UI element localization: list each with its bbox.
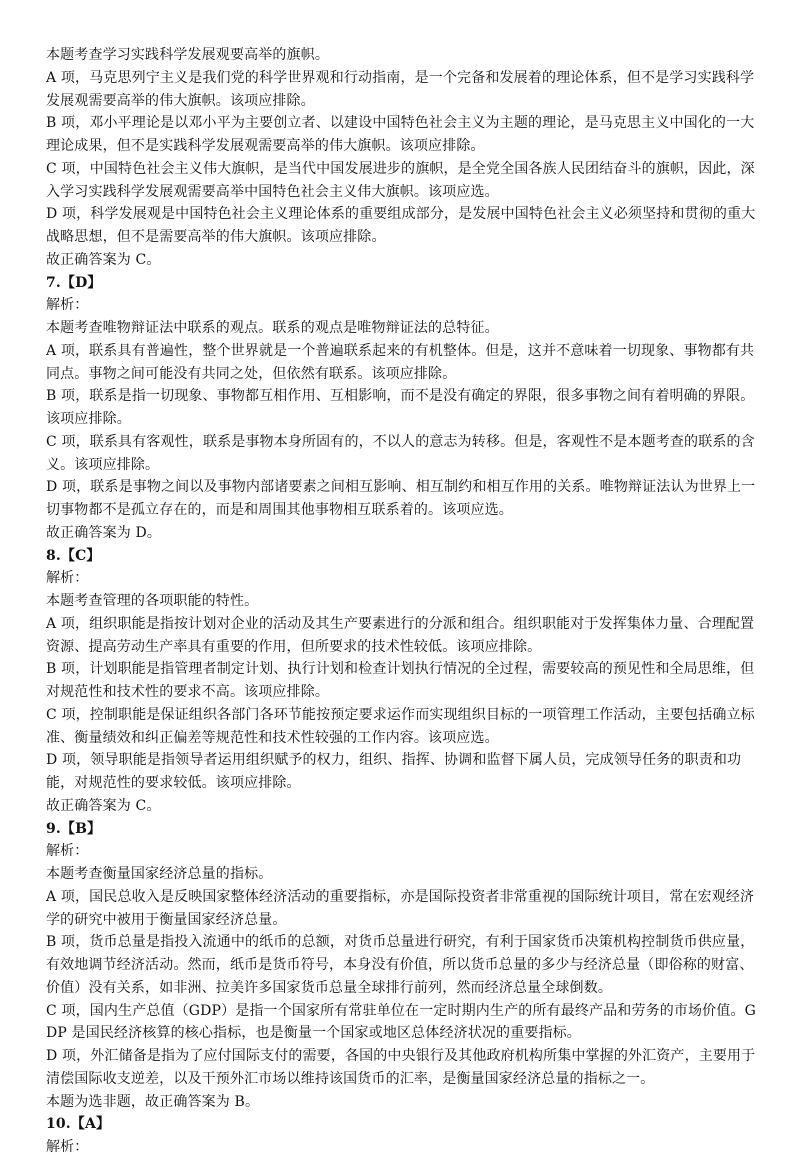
paragraph: 解析： [46,570,89,587]
paragraph: 本题考查管理的各项职能的特性。 [46,593,259,609]
paragraph: C 项，中国特色社会主义伟大旗帜，是当代中国发展进步的旗帜，是全党全国各族人民团结奋斗的旗帜，因此，深入学习实践科学发展观需要高举中国特色社会主义伟大旗帜。该项应选。 [46,160,755,200]
paragraph: 本题为选非题，故正确答案为 B。 [46,1093,260,1110]
paragraph: 本题考查唯物辩证法中联系的观点。联系的观点是唯物辩证法的总特征。 [46,320,499,336]
paragraph: C 项，控制职能是保证组织各部门各环节能按预定要求运作而实现组织目标的一项管理工作活动，主要包括确立标准、衡量绩效和纠正偏差等规范性和技术性较强的工作内容。该项应选。 [46,706,755,746]
paragraph: B 项，邓小平理论是以邓小平为主要创立者、以建设中国特色社会主义为主题的理论，是马克思主义中国化的一大理论成果，但不是实践科学发展观需要高举的伟大旗帜。该项应排除。 [46,115,755,154]
paragraph: D 项，联系是事物之间以及事物内部诸要素之间相互影响、相互制约和相互作用的关系。唯物辩证法认为世界上一切事物都不是孤立存在的，而是和周围其他事物相互联系着的。该项应选。 [46,479,756,518]
paragraph: D 项，外汇储备是指为了应付国际支付的需要，各国的中央银行及其他政府机构所集中掌握的外汇资产，主要用于清偿国际收支逆差，以及干预外汇市场以维持该国货币的汇率，是衡量国家经济总量的指标之一。 [46,1048,756,1087]
paragraph: B 项，联系是指一切现象、事物都互相作用、互相影响，而不是没有确定的界限，很多事物之间有着明确的界限。该项应排除。 [46,388,755,427]
paragraph: 本题考查学习实践科学发展观要高举的旗帜。 [46,47,329,63]
paragraph: A 项，联系具有普遍性，整个世界就是一个普遍联系起来的有机整体。但是，这并不意味着一切现象、事物都有共同点。事物之间可能没有共同之处，但依然有联系。该项应排除。 [46,342,755,382]
answer-heading: 8.【C】 [46,547,101,564]
paragraph: 故正确答案为 D。 [46,524,162,541]
paragraph: A 项，马克思列宁主义是我们党的科学世界观和行动指南，是一个完备和发展着的理论体系，但不是学习实践科学发展观需要高举的伟大旗帜。该项应排除。 [46,69,755,109]
paragraph: 解析： [46,1139,89,1155]
paragraph: 故正确答案为 C。 [46,251,161,268]
answer-heading: 7.【D】 [46,274,102,291]
paragraph: C 项，联系具有客观性，联系是事物本身所固有的，不以人的意志为转移。但是，客观性不是本题考查的联系的含义。该项应排除。 [46,433,755,473]
paragraph: D 项，领导职能是指领导者运用组织赋予的权力，组织、指挥、协调和监督下属人员，完成领导任务的职责和功能，对规范性的要求较低。该项应排除。 [46,752,742,791]
paragraph: 解析： [46,297,89,314]
paragraph: B 项，计划职能是指管理者制定计划、执行计划和检查计划执行情况的全过程，需要较高的预见性和全局思维，但对规范性和技术性的要求不高。该项应排除。 [46,661,755,700]
answer-heading: 9.【B】 [46,820,102,837]
paragraph: A 项，国民总收入是反映国家整体经济活动的重要指标，亦是国际投资者非常重视的国际统计项目，常在宏观经济学的研究中被用于衡量国家经济总量。 [46,888,755,928]
paragraph: 本题考查衡量国家经济总量的指标。 [46,866,273,882]
paragraph: B 项，货币总量是指投入流通中的纸币的总额，对货币总量进行研究，有利于国家货币决策机构控制货币供应量，有效地调节经济活动。然而，纸币是货币符号，本身没有价值，所以货币总量的多少与经济总量（即俗称的财富、价值）没有关系，如非洲、拉美许多国家货币总量全球排行前列，然而经济总量全球倒数。 [46,934,755,996]
paragraph: C 项，国内生产总值（GDP）是指一个国家所有常驻单位在一定时期内生产的所有最终产品和劳务的市场价值。GDP 是国民经济核算的核心指标，也是衡量一个国家或地区总体经济状况的重要指标。 [46,1002,756,1042]
paragraph: A 项，组织职能是指按计划对企业的活动及其生产要素进行的分派和组合。组织职能对于发挥集体力量、合理配置资源、提高劳动生产率具有重要的作用，但所要求的技术性较低。该项应排除。 [46,615,755,655]
answer-heading: 10.【A】 [46,1116,111,1133]
paragraph: 故正确答案为 C。 [46,797,161,814]
paragraph: 解析： [46,843,89,860]
document-body [46,44,758,1159]
paragraph: D 项，科学发展观是中国特色社会主义理论体系的重要组成部分，是发展中国特色社会主义必须坚持和贯彻的重大战略思想，但不是需要高举的伟大旗帜。该项应排除。 [46,206,756,245]
